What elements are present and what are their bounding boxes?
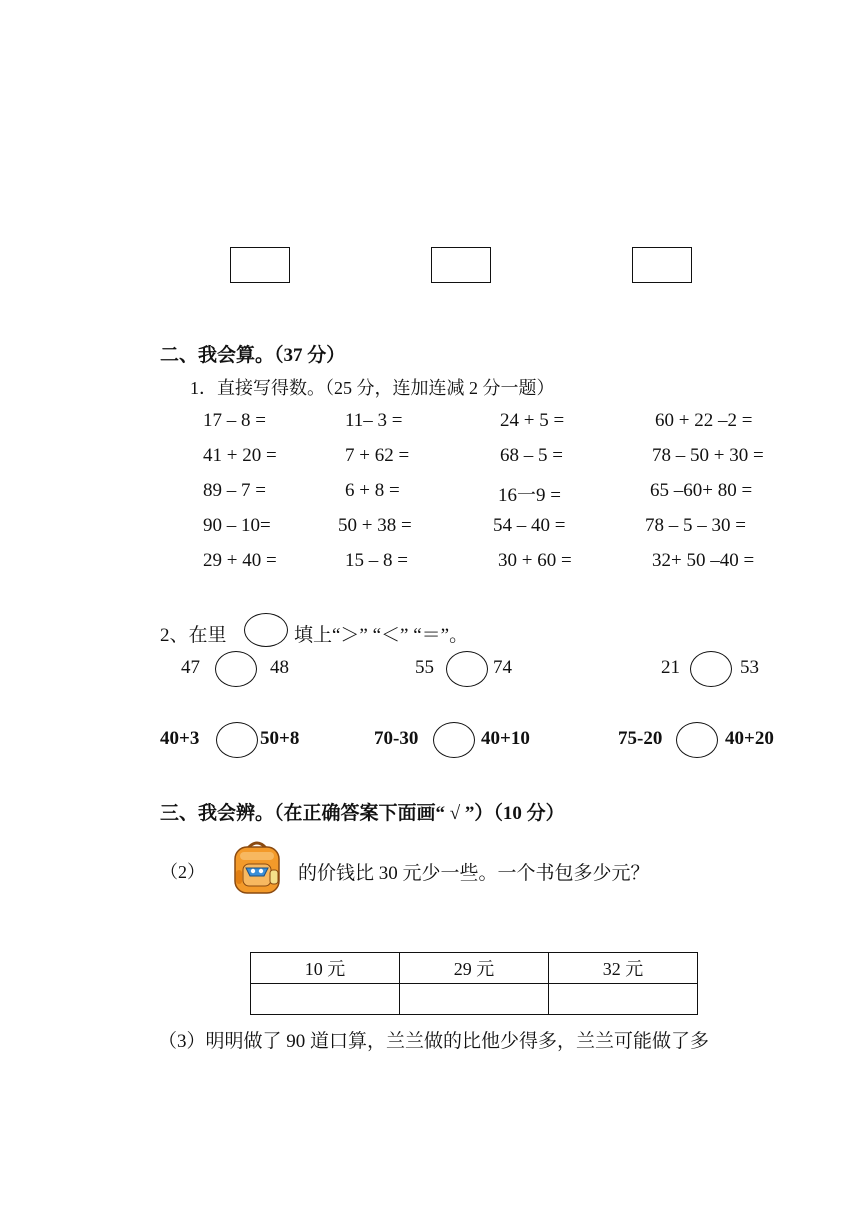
compare-left: 75-20 — [618, 728, 663, 749]
equation: 68 – 5 = — [500, 445, 563, 466]
compare-right: 50+8 — [260, 728, 300, 749]
equation: 54 – 40 = — [493, 515, 566, 536]
answer-box-3[interactable] — [632, 247, 692, 283]
compare-left: 55 — [415, 657, 434, 678]
equation: 78 – 5 – 30 = — [645, 515, 746, 536]
equation: 65 –60+ 80 = — [650, 480, 753, 501]
answer-table — [250, 952, 698, 1015]
equation: 41 + 20 = — [203, 445, 277, 466]
compare-oval[interactable] — [676, 722, 718, 758]
compare-right: 53 — [740, 657, 759, 678]
equation: 17 – 8 = — [203, 410, 266, 431]
compare-oval[interactable] — [216, 722, 258, 758]
compare-oval[interactable] — [215, 651, 257, 687]
equation: 11– 3 = — [345, 410, 403, 431]
compare-left: 21 — [661, 657, 680, 678]
answer-cell[interactable] — [400, 984, 549, 1015]
answer-cell[interactable] — [251, 984, 400, 1015]
equation: 15 – 8 = — [345, 550, 408, 571]
equation: 30 + 60 = — [498, 550, 572, 571]
compare-right: 48 — [270, 657, 289, 678]
equation: 29 + 40 = — [203, 550, 277, 571]
equation: 7 + 62 = — [345, 445, 410, 466]
compare-oval[interactable] — [433, 722, 475, 758]
equation: 16一9 = — [498, 485, 561, 506]
q1-title: 1．直接写得数。（25 分，连加连减 2 分一题） — [190, 378, 555, 398]
compare-oval[interactable] — [690, 651, 732, 687]
equation: 6 + 8 = — [345, 480, 400, 501]
compare-left: 70-30 — [374, 728, 419, 749]
q2-number: （2） — [160, 862, 205, 882]
answer-cell[interactable] — [549, 984, 698, 1015]
q2-suffix: 填上“＞” “＜” “＝”。 — [294, 625, 469, 646]
compare-left: 47 — [181, 657, 200, 678]
backpack-icon — [228, 838, 286, 896]
equation: 50 + 38 = — [338, 515, 412, 536]
q2-text: 的价钱比 30 元少一些。一个书包多少元？ — [298, 863, 650, 884]
option-cell: 29 元 — [400, 953, 549, 984]
answer-box-1[interactable] — [230, 247, 290, 283]
section3-heading: 三、我会辨。（在正确答案下面画“ √ ”）（10 分） — [160, 803, 565, 824]
option-cell: 10 元 — [251, 953, 400, 984]
sample-oval — [244, 613, 288, 647]
equation: 60 + 22 –2 = — [655, 410, 753, 431]
compare-right: 74 — [493, 657, 512, 678]
compare-left: 40+3 — [160, 728, 200, 749]
equation: 24 + 5 = — [500, 410, 565, 431]
option-cell: 32 元 — [549, 953, 698, 984]
answer-box-2[interactable] — [431, 247, 491, 283]
equation: 89 – 7 = — [203, 480, 266, 501]
equation: 32+ 50 –40 = — [652, 550, 755, 571]
equation: 78 – 50 + 30 = — [652, 445, 764, 466]
equation: 90 – 10= — [203, 515, 271, 536]
q2-prefix: 2、在里 — [160, 625, 227, 646]
compare-right: 40+20 — [725, 728, 774, 749]
q3-text: （3）明明做了 90 道口算，兰兰做的比他少得多，兰兰可能做了多 — [158, 1031, 710, 1052]
compare-oval[interactable] — [446, 651, 488, 687]
compare-right: 40+10 — [481, 728, 530, 749]
section2-heading: 二、我会算。（37 分） — [160, 345, 346, 366]
